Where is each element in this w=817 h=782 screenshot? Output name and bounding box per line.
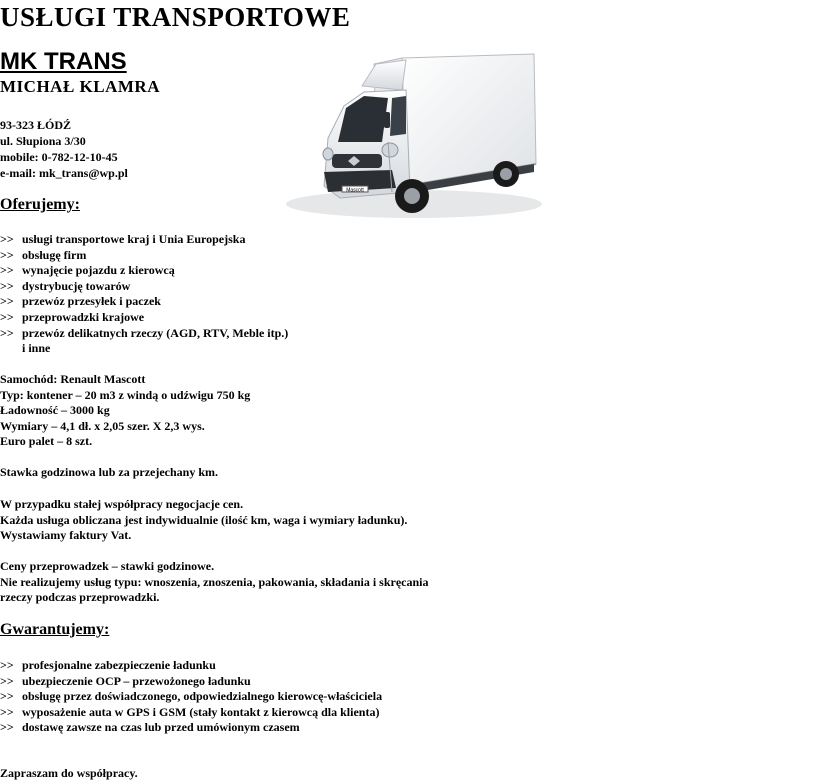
list-item-text: przewóz przesyłek i paczek xyxy=(22,294,161,309)
pricing-line: rzeczy podczas przeprowadzki. xyxy=(0,590,160,605)
truck-image xyxy=(284,46,542,222)
bullet-marker: >> xyxy=(0,232,14,246)
list-item-text: obsługę firm xyxy=(22,247,87,262)
list-item xyxy=(0,705,382,721)
list-item-text: profesjonalne zabezpieczenie ładunku xyxy=(22,658,216,672)
bullet-marker: >> xyxy=(0,704,14,719)
guarantee-heading: Gwarantujemy: xyxy=(0,621,110,638)
offer-list xyxy=(0,232,288,357)
list-item-text: dystrybucję towarów xyxy=(22,278,131,293)
pricing-line: Wystawiamy faktury Vat. xyxy=(0,528,132,543)
list-item-text: obsługę przez doświadczonego, odpowiedzialnego kierowcę-właściciela xyxy=(22,689,383,704)
list-item xyxy=(0,310,288,326)
vehicle-line: Wymiary – 4,1 dł. x 2,05 szer. X 2,3 wys. xyxy=(0,418,205,433)
closing-text: Zapraszam do współpracy. xyxy=(0,766,138,780)
contact-email: e-mail: mk_trans@wp.pl xyxy=(0,166,128,180)
contact-mobile: mobile: 0-782-12-10-45 xyxy=(0,150,118,164)
list-item-text: ubezpieczenie OCP – przewożonego ładunku xyxy=(22,673,251,688)
vehicle-line: Samochód: Renault Mascott xyxy=(0,372,146,386)
list-item xyxy=(0,658,382,674)
list-item xyxy=(0,674,382,690)
pricing-moving xyxy=(0,559,428,606)
contact-block xyxy=(0,117,128,181)
pricing-rate: Stawka godzinowa lub za przejechany km. xyxy=(0,465,219,479)
plate-text: Mascott xyxy=(346,187,364,194)
bullet-marker: >> xyxy=(0,247,14,262)
bullet-marker: >> xyxy=(0,720,14,735)
list-item-text: usługi transportowe kraj i Unia Europejska xyxy=(22,232,246,246)
list-item-text: dostawę zawsze na czas lub przed umówionym czasem xyxy=(22,720,300,735)
bullet-marker: >> xyxy=(0,263,14,278)
bullet-marker: >> xyxy=(0,309,14,324)
contact-street: ul. Słupiona 3/30 xyxy=(0,134,86,148)
vehicle-specs xyxy=(0,372,250,450)
pricing-line: Ceny przeprowadzek – stawki godzinowe. xyxy=(0,559,215,573)
list-item xyxy=(0,689,382,705)
offer-extra: i inne xyxy=(22,341,51,356)
list-item-text: wyposażenie auta w GPS i GSM (stały kontakt z kierowcą dla klienta) xyxy=(22,704,380,719)
list-item xyxy=(0,326,288,342)
offer-heading: Oferujemy: xyxy=(0,196,80,213)
list-item xyxy=(0,232,288,248)
guarantee-list xyxy=(0,658,382,736)
list-item xyxy=(0,720,382,736)
vehicle-line: Ładowność – 3000 kg xyxy=(0,403,110,418)
contact-postal: 93-323 ŁÓDŹ xyxy=(0,118,72,132)
pricing-line: W przypadku stałej współpracy negocjacje cen. xyxy=(0,497,244,511)
pricing-line: Nie realizujemy usług typu: wnoszenia, znoszenia, pakowania, składania i skręcania xyxy=(0,574,429,589)
list-item xyxy=(0,248,288,264)
bullet-marker: >> xyxy=(0,294,14,309)
list-item-text: przewóz delikatnych rzeczy (AGD, RTV, Meble itp.) xyxy=(22,325,289,340)
company-name: MK TRANS xyxy=(0,48,127,75)
list-item-text: przeprowadzki krajowe xyxy=(22,309,145,324)
bullet-marker: >> xyxy=(0,325,14,340)
list-item xyxy=(0,263,288,279)
vehicle-line: Typ: kontener – 20 m3 z windą o udźwigu 750 kg xyxy=(0,387,251,402)
list-item-text: wynajęcie pojazdu z kierowcą xyxy=(22,263,175,278)
pricing-line: Każda usługa obliczana jest indywidualnie (ilość km, waga i wymiary ładunku). xyxy=(0,512,408,527)
bullet-marker: >> xyxy=(0,689,14,704)
bullet-marker: >> xyxy=(0,278,14,293)
page-title: USŁUGI TRANSPORTOWE xyxy=(0,2,351,32)
list-item xyxy=(0,279,288,295)
bullet-marker: >> xyxy=(0,673,14,688)
list-item xyxy=(0,294,288,310)
vehicle-line: Euro palet – 8 szt. xyxy=(0,434,93,449)
pricing-cooperation xyxy=(0,497,407,544)
bullet-marker: >> xyxy=(0,658,14,672)
owner-name: MICHAŁ KLAMRA xyxy=(0,77,160,96)
